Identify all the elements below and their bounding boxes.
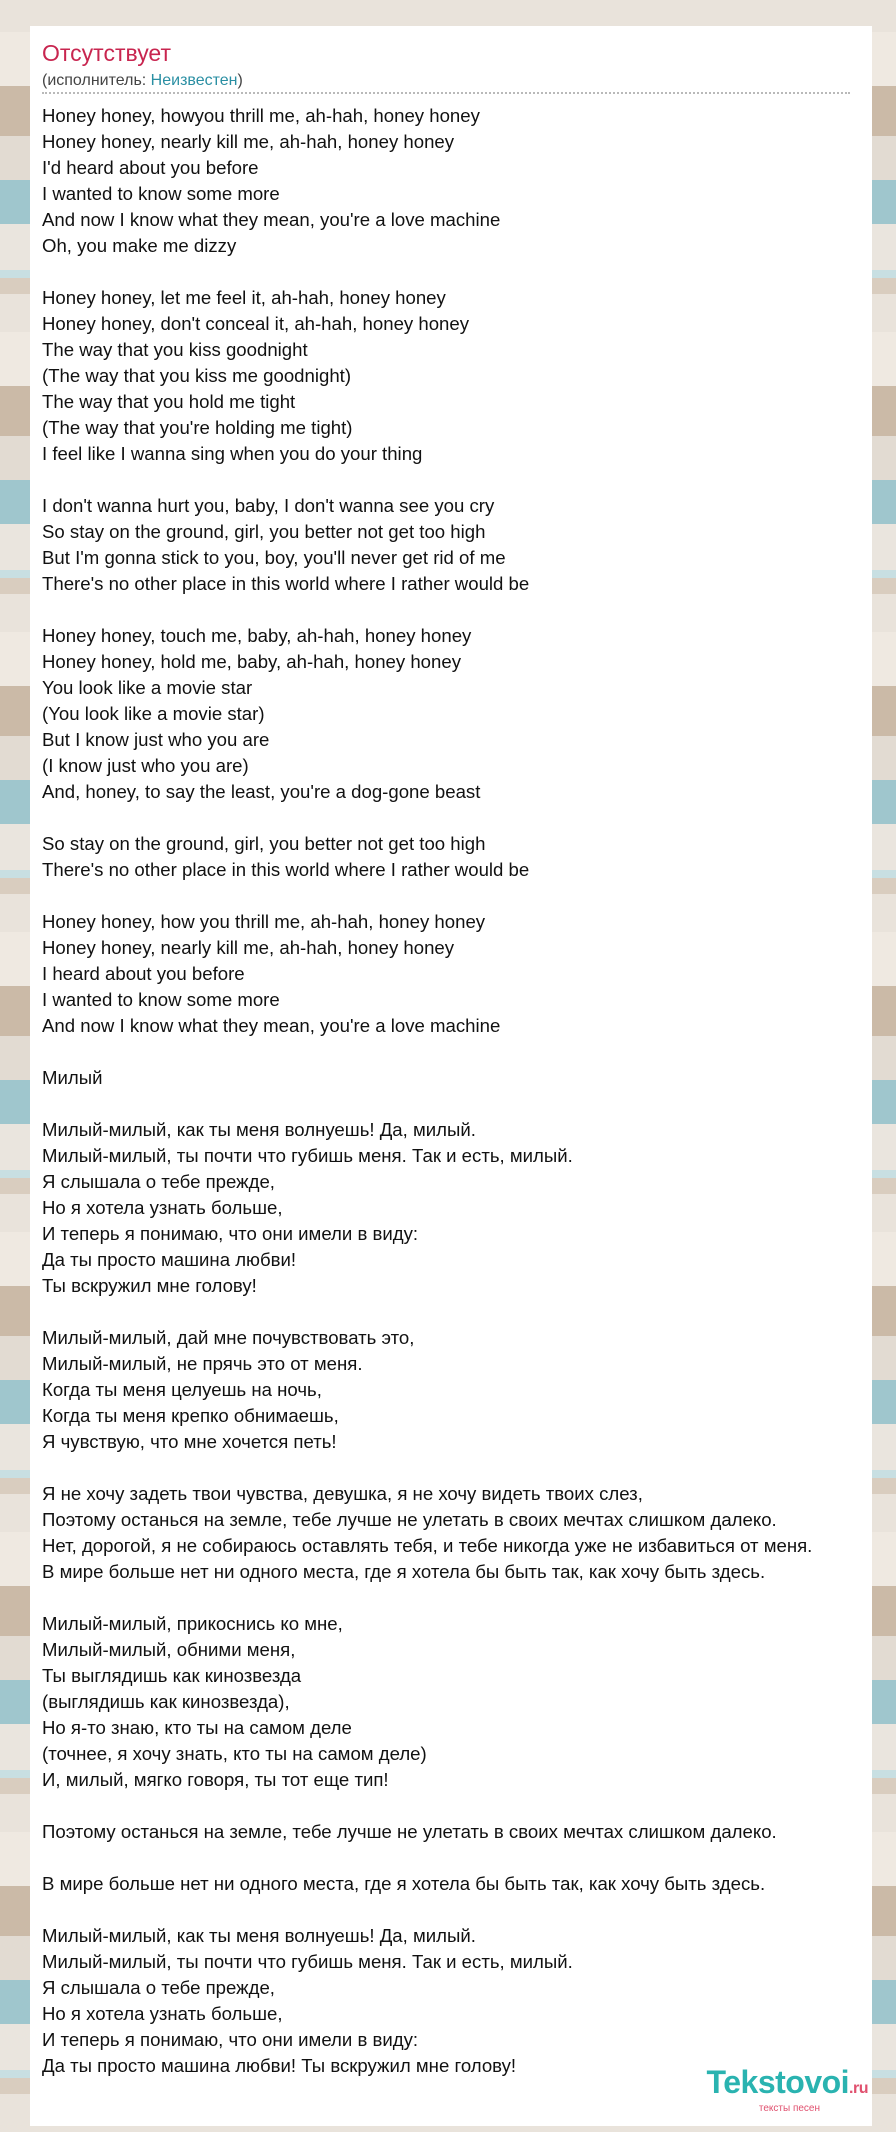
stanza-break	[42, 1299, 872, 1325]
lyric-line: Да ты просто машина любви!	[42, 1249, 297, 1270]
lyric-line: Honey honey, how you thrill me, ah-hah, honey honey	[42, 911, 486, 932]
lyric-line: (The way that you kiss me goodnight)	[42, 365, 352, 386]
lyric-line: Милый	[42, 1067, 103, 1088]
title-divider	[42, 92, 850, 94]
lyric-line: There's no other place in this world where I rather would be	[42, 573, 530, 594]
lyric-line: Honey honey, touch me, baby, ah-hah, honey honey	[42, 625, 472, 646]
stanza-break	[42, 1897, 872, 1923]
lyric-line: Honey honey, howyou thrill me, ah-hah, honey honey	[42, 105, 480, 126]
logo-wordmark	[707, 2066, 868, 2105]
lyric-line: Милый-милый, как ты меня волнуешь! Да, милый.	[42, 1925, 476, 1946]
stanza-break	[42, 1039, 872, 1065]
lyric-line: В мире больше нет ни одного места, где я хотела бы быть так, как хочу быть здесь.	[42, 1561, 766, 1582]
lyric-line: Поэтому останься на земле, тебе лучше не улетать в своих мечтах слишком далеко.	[42, 1509, 777, 1530]
lyric-line: Oh, you make me dizzy	[42, 235, 237, 256]
lyric-line: You look like a movie star	[42, 677, 253, 698]
lyric-line: Да ты просто машина любви! Ты вскружил мне голову!	[42, 2055, 517, 2076]
stanza-break	[42, 805, 872, 831]
lyric-line: В мире больше нет ни одного места, где я хотела бы быть так, как хочу быть здесь.	[42, 1873, 766, 1894]
logo-tagline: тексты песен	[758, 2103, 820, 2114]
lyric-line: Я слышала о тебе прежде,	[42, 1171, 275, 1192]
lyric-line: (выглядишь как кинозвезда),	[42, 1691, 290, 1712]
lyric-line: Милый-милый, прикоснись ко мне,	[42, 1613, 343, 1634]
lyric-line: И теперь я понимаю, что они имели в виду:	[42, 2029, 419, 2050]
site-logo[interactable]	[707, 2066, 868, 2114]
lyric-line: But I know just who you are	[42, 729, 270, 750]
lyrics-card	[30, 26, 872, 2126]
lyric-line: Милый-милый, ты почти что губишь меня. Так и есть, милый.	[42, 1951, 573, 1972]
stanza-break	[42, 1091, 872, 1117]
lyric-line: Ты вскружил мне голову!	[42, 1275, 257, 1296]
stanza-break	[42, 1845, 872, 1871]
lyric-line: I'd heard about you before	[42, 157, 259, 178]
lyric-line: Honey honey, don't conceal it, ah-hah, honey honey	[42, 313, 470, 334]
lyric-line: I feel like I wanna sing when you do your thing	[42, 443, 423, 464]
lyric-line: And, honey, to say the least, you're a dog-gone beast	[42, 781, 481, 802]
stanza-break	[42, 1455, 872, 1481]
lyric-line: I don't wanna hurt you, baby, I don't wanna see you cry	[42, 495, 495, 516]
lyric-line: And now I know what they mean, you're a love machine	[42, 209, 501, 230]
lyric-line: Милый-милый, не прячь это от меня.	[42, 1353, 363, 1374]
lyric-line: Милый-милый, как ты меня волнуешь! Да, милый.	[42, 1119, 476, 1140]
stanza-break	[42, 259, 872, 285]
lyric-line: Когда ты меня крепко обнимаешь,	[42, 1405, 339, 1426]
lyric-line: So stay on the ground, girl, you better not get too high	[42, 521, 486, 542]
lyric-line: (I know just who you are)	[42, 755, 249, 776]
lyric-line: Поэтому останься на земле, тебе лучше не улетать в своих мечтах слишком далеко.	[42, 1821, 777, 1842]
lyric-line: And now I know what they mean, you're a love machine	[42, 1015, 501, 1036]
stanza-break	[42, 1585, 872, 1611]
lyric-line: So stay on the ground, girl, you better not get too high	[42, 833, 486, 854]
lyric-line: Милый-милый, обними меня,	[42, 1639, 296, 1660]
lyric-line: Милый-милый, дай мне почувствовать это,	[42, 1327, 415, 1348]
lyric-line: Я не хочу задеть твои чувства, девушка, я не хочу видеть твоих слез,	[42, 1483, 643, 1504]
lyric-line: There's no other place in this world where I rather would be	[42, 859, 530, 880]
lyric-line: Honey honey, nearly kill me, ah-hah, honey honey	[42, 937, 455, 958]
lyric-line: Милый-милый, ты почти что губишь меня. Так и есть, милый.	[42, 1145, 573, 1166]
lyric-line: Honey honey, nearly kill me, ah-hah, honey honey	[42, 131, 455, 152]
lyric-line: The way that you kiss goodnight	[42, 339, 308, 360]
lyric-line: I wanted to know some more	[42, 989, 280, 1010]
lyric-line: I wanted to know some more	[42, 183, 280, 204]
logo-main-text: Tekstovoi	[706, 2064, 850, 2100]
performer-prefix: (исполнитель:	[42, 72, 151, 89]
lyric-line: But I'm gonna stick to you, boy, you'll never get rid of me	[42, 547, 506, 568]
lyric-line: Honey honey, let me feel it, ah-hah, honey honey	[42, 287, 446, 308]
lyric-line: Но я хотела узнать больше,	[42, 1197, 283, 1218]
stanza-break	[42, 597, 872, 623]
lyric-line: The way that you hold me tight	[42, 391, 296, 412]
stanza-break	[42, 1793, 872, 1819]
performer-link[interactable]: Неизвестен	[150, 72, 238, 89]
lyric-line: И теперь я понимаю, что они имели в виду:	[42, 1223, 419, 1244]
lyric-line: (You look like a movie star)	[42, 703, 265, 724]
lyric-line: Когда ты меня целуешь на ночь,	[42, 1379, 322, 1400]
lyric-line: Нет, дорогой, я не собираюсь оставлять тебя, и тебе никогда уже не избавиться от меня.	[42, 1535, 813, 1556]
performer-suffix: )	[237, 72, 243, 89]
lyric-line: И, милый, мягко говоря, ты тот еще тип!	[42, 1769, 389, 1790]
logo-domain: .ru	[849, 2080, 868, 2097]
lyric-line: Honey honey, hold me, baby, ah-hah, honey honey	[42, 651, 461, 672]
lyric-line: Я слышала о тебе прежде,	[42, 1977, 275, 1998]
lyric-line: I heard about you before	[42, 963, 245, 984]
song-title: Отсутствует	[42, 40, 171, 66]
lyric-line: Я чувствую, что мне хочется петь!	[42, 1431, 337, 1452]
performer-line	[42, 72, 243, 90]
lyrics-text	[42, 103, 872, 2079]
lyric-line: Ты выглядишь как кинозвезда	[42, 1665, 302, 1686]
stanza-break	[42, 467, 872, 493]
lyric-line: (The way that you're holding me tight)	[42, 417, 353, 438]
lyric-line: Но я хотела узнать больше,	[42, 2003, 283, 2024]
lyric-line: (точнее, я хочу знать, кто ты на самом деле)	[42, 1743, 427, 1764]
lyric-line: Но я-то знаю, кто ты на самом деле	[42, 1717, 352, 1738]
stanza-break	[42, 883, 872, 909]
